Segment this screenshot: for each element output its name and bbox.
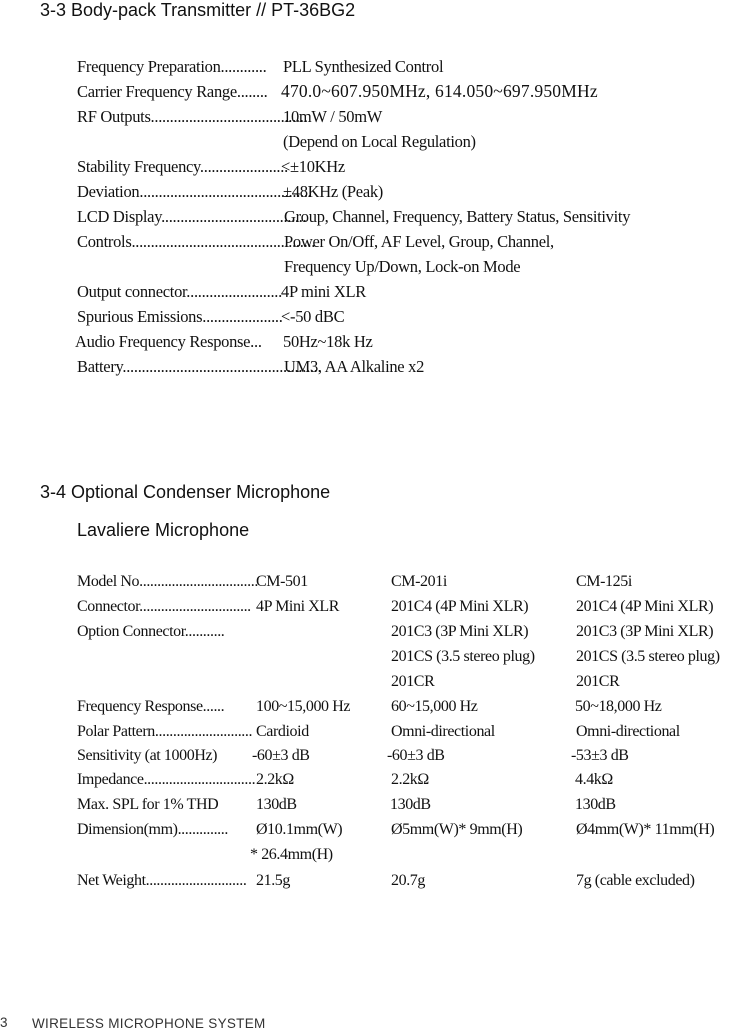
spec-label: Battery.................................................... <box>77 357 322 376</box>
spec-value: 50Hz~18k Hz <box>283 332 373 351</box>
mic-label-max-spl: Max. SPL for 1% THD <box>77 796 219 813</box>
mic-label-dimension: Dimension(mm).............. <box>77 821 228 838</box>
spec-label: RF Outputs......................................... <box>77 107 308 126</box>
mic-cell: -53±3 dB <box>571 747 629 764</box>
mic-cell: Ø10.1mm(W) <box>256 821 343 838</box>
spec-value: 4P mini XLR <box>281 282 367 301</box>
mic-label-sensitivity: Sensitivity (at 1000Hz) <box>77 747 218 764</box>
spec-value: 10mW / 50mW <box>283 107 383 126</box>
mic-cell: 50~18,000 Hz <box>575 698 662 715</box>
section-title-microphone: 3-4 Optional Condenser Microphone <box>40 482 331 502</box>
mic-cell: -60±3 dB <box>387 747 445 764</box>
mic-cell-continued: * 26.4mm(H) <box>250 846 333 863</box>
spec-label: Audio Frequency Response... <box>75 332 262 351</box>
mic-label-frequency-response: Frequency Response...... <box>77 698 225 715</box>
mic-label-connector: Connector............................... <box>77 598 251 615</box>
mic-cell: 201C3 (3P Mini XLR) <box>391 623 529 640</box>
spec-label: Carrier Frequency Range........ <box>77 82 268 101</box>
mic-label-model: Model No................................. <box>77 573 258 590</box>
mic-cell: CM-501 <box>256 573 308 590</box>
mic-cell: CM-125i <box>576 573 632 590</box>
spec-value: <±10KHz <box>281 157 345 176</box>
section-title-transmitter: 3-3 Body-pack Transmitter // PT-36BG2 <box>40 0 356 20</box>
mic-cell: 201CR <box>391 673 435 690</box>
spec-label: Spurious Emissions..................... <box>77 307 283 326</box>
mic-label-option-connector: Option Connector........... <box>77 623 225 640</box>
mic-cell: 130dB <box>575 796 616 813</box>
spec-value: <-50 dBC <box>281 307 345 326</box>
spec-value: PLL Synthesized Control <box>283 57 444 76</box>
mic-cell: 2.2kΩ <box>256 771 294 788</box>
spec-label: Output connector......................... <box>77 282 282 301</box>
mic-cell: 201CR <box>576 673 620 690</box>
mic-cell: 100~15,000 Hz <box>256 698 351 715</box>
spec-label: LCD Display...................................... <box>77 207 307 226</box>
mic-cell: 201C3 (3P Mini XLR) <box>576 623 714 640</box>
mic-cell: Omni-directional <box>576 723 680 740</box>
spec-label: Frequency Preparation............ <box>77 57 267 76</box>
mic-cell: 20.7g <box>391 872 426 889</box>
mic-cell: 201C4 (4P Mini XLR) <box>391 598 529 615</box>
mic-cell: 7g (cable excluded) <box>576 872 695 889</box>
mic-cell: -60±3 dB <box>252 747 310 764</box>
mic-cell: 201CS (3.5 stereo plug) <box>391 648 535 665</box>
mic-cell: 4.4kΩ <box>575 771 613 788</box>
mic-cell: Ø5mm(W)* 9mm(H) <box>391 821 523 838</box>
mic-cell: 130dB <box>256 796 297 813</box>
mic-cell: 4P Mini XLR <box>256 598 340 615</box>
footer-text: WIRELESS MICROPHONE SYSTEM <box>32 1016 266 1031</box>
spec-value: UM3, AA Alkaline x2 <box>284 357 425 376</box>
mic-cell: 130dB <box>390 796 431 813</box>
spec-value: 470.0~607.950MHz, 614.050~697.950MHz <box>281 81 598 101</box>
mic-cell: CM-201i <box>391 573 447 590</box>
mic-cell: 201CS (3.5 stereo plug) <box>576 648 720 665</box>
spec-value-continued: Frequency Up/Down, Lock-on Mode <box>284 257 521 276</box>
spec-value-continued: (Depend on Local Regulation) <box>283 132 476 151</box>
spec-value: ±48KHz (Peak) <box>283 182 383 201</box>
mic-cell: 201C4 (4P Mini XLR) <box>576 598 714 615</box>
mic-label-impedance: Impedance............................... <box>77 771 256 788</box>
spec-label: Stability Frequency....................... <box>77 157 288 176</box>
mic-cell: Ø4mm(W)* 11mm(H) <box>576 821 715 838</box>
mic-cell: 60~15,000 Hz <box>391 698 478 715</box>
spec-label: Deviation............................................. <box>77 182 312 201</box>
spec-value: Group, Channel, Frequency, Battery Status, Sensitivity <box>284 207 631 226</box>
spec-label: Controls................................................ <box>77 232 316 251</box>
mic-cell: Omni-directional <box>391 723 495 740</box>
mic-label-polar-pattern: Polar Pattern........................... <box>77 723 253 740</box>
mic-cell: Cardioid <box>256 723 309 740</box>
mic-label-net-weight: Net Weight............................ <box>77 872 247 889</box>
page-number: 3 <box>0 1015 8 1030</box>
spec-value: Power On/Off, AF Level, Group, Channel, <box>284 232 554 251</box>
subsection-title: Lavaliere Microphone <box>77 520 250 540</box>
mic-cell: 21.5g <box>256 872 291 889</box>
mic-cell: 2.2kΩ <box>391 771 429 788</box>
